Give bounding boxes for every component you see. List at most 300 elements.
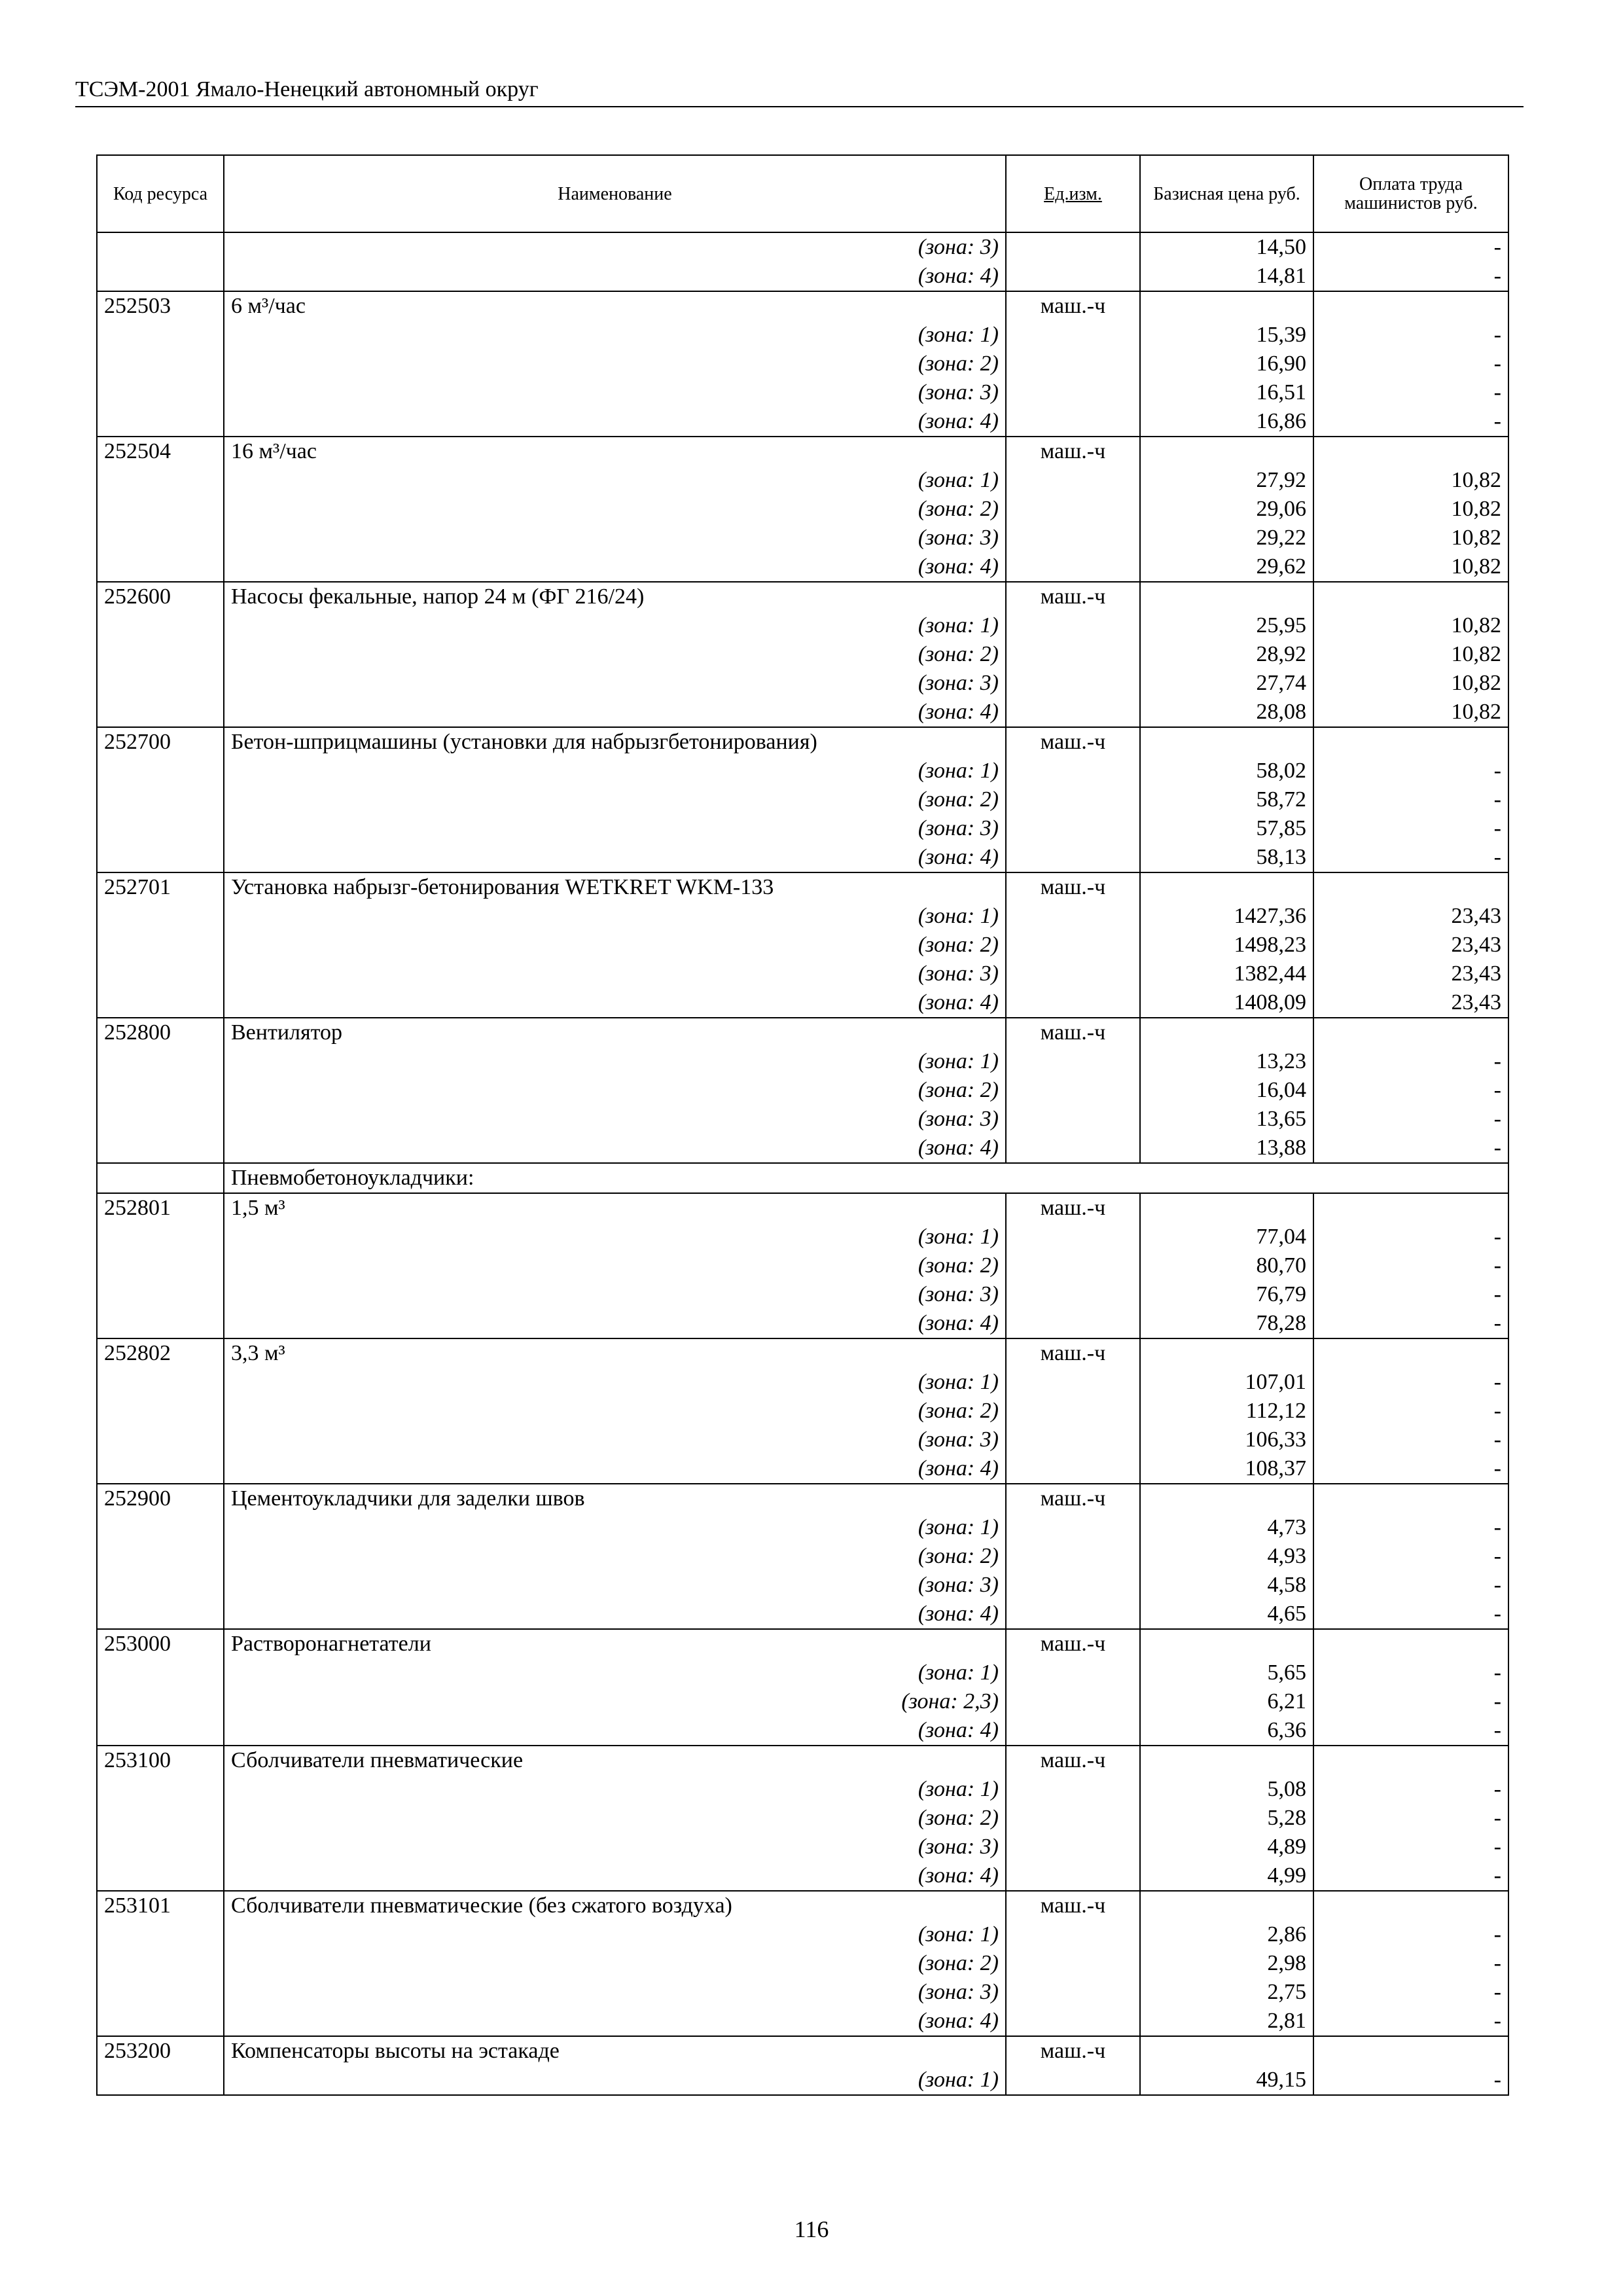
zone-row — [97, 1920, 1508, 1949]
resource-unit — [1006, 1397, 1140, 1426]
wage-cell: - — [1313, 1978, 1508, 2007]
wage-cell: - — [1313, 1920, 1508, 1949]
wage-cell: 23,43 — [1313, 988, 1508, 1018]
zone-label: (зона: 1) — [224, 1659, 1006, 1687]
price-cell: 27,74 — [1140, 669, 1313, 698]
price-cell — [1140, 291, 1313, 321]
price-cell: 58,72 — [1140, 785, 1313, 814]
wage-cell: - — [1313, 1397, 1508, 1426]
zone-label: (зона: 1) — [224, 1920, 1006, 1949]
zone-row — [97, 1804, 1508, 1833]
resource-unit — [1006, 1861, 1140, 1891]
wage-cell: - — [1313, 1223, 1508, 1251]
price-cell: 112,12 — [1140, 1397, 1313, 1426]
page-number: 116 — [794, 2216, 829, 2242]
zone-label: (зона: 3) — [224, 669, 1006, 698]
price-cell: 14,81 — [1140, 262, 1313, 291]
resource-unit — [1006, 1600, 1140, 1629]
zone-label: (зона: 4) — [224, 1861, 1006, 1891]
price-cell: 16,51 — [1140, 378, 1313, 407]
resource-unit: маш.-ч — [1006, 291, 1140, 321]
price-cell: 29,62 — [1140, 552, 1313, 582]
wage-cell — [1313, 1338, 1508, 1368]
wage-cell: - — [1313, 2007, 1508, 2036]
wage-cell: - — [1313, 1861, 1508, 1891]
price-cell: 107,01 — [1140, 1368, 1313, 1397]
zone-label: (зона: 3) — [224, 814, 1006, 843]
resource-code — [97, 1513, 224, 1542]
zone-label: (зона: 2) — [224, 640, 1006, 669]
zone-label: (зона: 4) — [224, 988, 1006, 1018]
resource-code — [97, 262, 224, 291]
resource-code — [97, 1804, 224, 1833]
wage-cell: 10,82 — [1313, 495, 1508, 524]
wage-cell: - — [1313, 1804, 1508, 1833]
resource-unit: маш.-ч — [1006, 1338, 1140, 1368]
zone-label: (зона: 2) — [224, 1949, 1006, 1978]
zone-label: (зона: 2) — [224, 1251, 1006, 1280]
resource-code — [97, 1571, 224, 1600]
resource-code — [97, 1163, 224, 1193]
zone-row — [97, 1047, 1508, 1076]
zone-label: (зона: 2) — [224, 1542, 1006, 1571]
resource-code — [97, 960, 224, 988]
zone-label: (зона: 1) — [224, 757, 1006, 785]
zone-row — [97, 1223, 1508, 1251]
resource-code — [97, 1716, 224, 1746]
table-body — [97, 232, 1508, 2095]
resource-code — [97, 378, 224, 407]
resource-name: Растворонагнетатели — [224, 1629, 1006, 1659]
resource-code: 253200 — [97, 2036, 224, 2066]
wage-cell: - — [1313, 1454, 1508, 1484]
price-cell: 1408,09 — [1140, 988, 1313, 1018]
zone-row — [97, 1280, 1508, 1309]
zone-row — [97, 1861, 1508, 1891]
resource-unit — [1006, 232, 1140, 262]
zone-row — [97, 1134, 1508, 1163]
resource-code — [97, 232, 224, 262]
resource-code — [97, 552, 224, 582]
price-cell: 76,79 — [1140, 1280, 1313, 1309]
resource-code — [97, 902, 224, 931]
resource-row — [97, 2036, 1508, 2066]
resource-name: Сболчиватели пневматические — [224, 1746, 1006, 1775]
zone-row — [97, 232, 1508, 262]
resource-unit — [1006, 1454, 1140, 1484]
zone-label: (зона: 1) — [224, 466, 1006, 495]
resource-unit: маш.-ч — [1006, 1891, 1140, 1920]
zone-label: (зона: 1) — [224, 1513, 1006, 1542]
zone-row — [97, 262, 1508, 291]
resource-name: Сболчиватели пневматические (без сжатого воздуха) — [224, 1891, 1006, 1920]
resource-code: 252800 — [97, 1018, 224, 1047]
zone-row — [97, 466, 1508, 495]
zone-label: (зона: 2) — [224, 1804, 1006, 1833]
zone-row — [97, 1775, 1508, 1804]
section-title: Пневмобетоноукладчики: — [224, 1163, 1508, 1193]
wage-cell: 23,43 — [1313, 931, 1508, 960]
zone-row — [97, 757, 1508, 785]
resource-code — [97, 1280, 224, 1309]
zone-row — [97, 1454, 1508, 1484]
wage-cell: 10,82 — [1313, 524, 1508, 552]
resource-code — [97, 640, 224, 669]
zone-label: (зона: 1) — [224, 1223, 1006, 1251]
wage-cell: - — [1313, 232, 1508, 262]
resource-unit — [1006, 1426, 1140, 1454]
price-cell: 106,33 — [1140, 1426, 1313, 1454]
zone-row — [97, 495, 1508, 524]
column-header-code: Код ресурса — [97, 155, 224, 232]
wage-cell: - — [1313, 407, 1508, 437]
resource-code: 252802 — [97, 1338, 224, 1368]
zone-label: (зона: 3) — [224, 232, 1006, 262]
resource-unit — [1006, 611, 1140, 640]
zone-label: (зона: 2) — [224, 931, 1006, 960]
header-rule — [75, 106, 1524, 107]
resource-code: 252600 — [97, 582, 224, 611]
price-cell: 108,37 — [1140, 1454, 1313, 1484]
resource-row — [97, 437, 1508, 466]
zone-row — [97, 1426, 1508, 1454]
zone-label: (зона: 1) — [224, 1775, 1006, 1804]
resource-code — [97, 814, 224, 843]
resource-unit — [1006, 1920, 1140, 1949]
resource-code — [97, 2007, 224, 2036]
resource-unit — [1006, 407, 1140, 437]
zone-label: (зона: 3) — [224, 1105, 1006, 1134]
resource-code — [97, 1775, 224, 1804]
price-cell — [1140, 1629, 1313, 1659]
resource-code — [97, 669, 224, 698]
price-cell: 4,89 — [1140, 1833, 1313, 1861]
zone-label: (зона: 3) — [224, 1833, 1006, 1861]
price-cell — [1140, 2036, 1313, 2066]
resource-code — [97, 1949, 224, 1978]
resource-unit — [1006, 1047, 1140, 1076]
resource-unit — [1006, 757, 1140, 785]
zone-row — [97, 321, 1508, 350]
resource-unit — [1006, 1571, 1140, 1600]
resource-unit: маш.-ч — [1006, 1746, 1140, 1775]
zone-row — [97, 350, 1508, 378]
wage-cell — [1313, 291, 1508, 321]
resource-code — [97, 1076, 224, 1105]
column-header-wage: Оплата труда машинистов руб. — [1313, 155, 1508, 232]
resource-code — [97, 407, 224, 437]
resource-code — [97, 1047, 224, 1076]
resource-row — [97, 1193, 1508, 1223]
wage-cell: - — [1313, 1105, 1508, 1134]
resource-code: 252504 — [97, 437, 224, 466]
column-header-name: Наименование — [224, 155, 1006, 232]
resource-code — [97, 843, 224, 872]
resource-unit: маш.-ч — [1006, 1484, 1140, 1513]
price-cell: 78,28 — [1140, 1309, 1313, 1338]
price-cell — [1140, 872, 1313, 902]
zone-label: (зона: 3) — [224, 1280, 1006, 1309]
zone-row — [97, 843, 1508, 872]
zone-row — [97, 1659, 1508, 1687]
resource-name: Установка набрызг-бетонирования WETKRET WKM-133 — [224, 872, 1006, 902]
resource-code — [97, 1368, 224, 1397]
resource-code — [97, 2066, 224, 2095]
price-cell — [1140, 1338, 1313, 1368]
resource-unit: маш.-ч — [1006, 582, 1140, 611]
resource-unit — [1006, 1949, 1140, 1978]
zone-label: (зона: 3) — [224, 524, 1006, 552]
wage-cell: - — [1313, 1076, 1508, 1105]
resource-code: 253100 — [97, 1746, 224, 1775]
wage-cell: 10,82 — [1313, 640, 1508, 669]
zone-row — [97, 2066, 1508, 2095]
resource-row — [97, 582, 1508, 611]
zone-label: (зона: 4) — [224, 1454, 1006, 1484]
wage-cell: - — [1313, 378, 1508, 407]
wage-cell — [1313, 727, 1508, 757]
zone-row — [97, 1251, 1508, 1280]
wage-cell: - — [1313, 1600, 1508, 1629]
wage-cell: - — [1313, 1687, 1508, 1716]
price-cell: 16,04 — [1140, 1076, 1313, 1105]
resource-code — [97, 1659, 224, 1687]
resource-unit — [1006, 2066, 1140, 2095]
resource-row — [97, 1484, 1508, 1513]
zone-row — [97, 552, 1508, 582]
price-cell: 2,75 — [1140, 1978, 1313, 2007]
resource-name: Компенсаторы высоты на эстакаде — [224, 2036, 1006, 2066]
resource-row — [97, 1629, 1508, 1659]
resource-unit — [1006, 1280, 1140, 1309]
resource-unit — [1006, 843, 1140, 872]
zone-row — [97, 1978, 1508, 2007]
wage-cell — [1313, 437, 1508, 466]
wage-cell: - — [1313, 262, 1508, 291]
resource-code — [97, 350, 224, 378]
zone-row — [97, 698, 1508, 727]
section-row — [97, 1163, 1508, 1193]
price-cell — [1140, 582, 1313, 611]
price-cell: 4,93 — [1140, 1542, 1313, 1571]
price-cell: 77,04 — [1140, 1223, 1313, 1251]
resource-code — [97, 1397, 224, 1426]
resource-unit — [1006, 902, 1140, 931]
wage-cell: - — [1313, 1309, 1508, 1338]
resource-code — [97, 1251, 224, 1280]
price-cell: 5,08 — [1140, 1775, 1313, 1804]
zone-row — [97, 2007, 1508, 2036]
resource-unit: маш.-ч — [1006, 2036, 1140, 2066]
zone-label: (зона: 1) — [224, 2066, 1006, 2095]
wage-cell — [1313, 1891, 1508, 1920]
wage-cell — [1313, 1629, 1508, 1659]
zone-row — [97, 1513, 1508, 1542]
resource-unit: маш.-ч — [1006, 727, 1140, 757]
resource-unit — [1006, 321, 1140, 350]
zone-label: (зона: 3) — [224, 1978, 1006, 2007]
resource-unit — [1006, 698, 1140, 727]
resource-code: 253000 — [97, 1629, 224, 1659]
resource-row — [97, 1018, 1508, 1047]
resource-code — [97, 785, 224, 814]
resource-unit — [1006, 1978, 1140, 2007]
zone-row — [97, 1105, 1508, 1134]
resource-unit: маш.-ч — [1006, 1018, 1140, 1047]
zone-row — [97, 814, 1508, 843]
resource-code — [97, 1833, 224, 1861]
resource-name: 1,5 м³ — [224, 1193, 1006, 1223]
zone-label: (зона: 3) — [224, 378, 1006, 407]
resource-unit — [1006, 669, 1140, 698]
zone-row — [97, 1309, 1508, 1338]
zone-label: (зона: 4) — [224, 1716, 1006, 1746]
resource-code — [97, 1426, 224, 1454]
resource-unit — [1006, 1134, 1140, 1163]
wage-cell: 23,43 — [1313, 902, 1508, 931]
zone-row — [97, 378, 1508, 407]
resource-unit — [1006, 262, 1140, 291]
price-cell: 29,06 — [1140, 495, 1313, 524]
wage-cell: 10,82 — [1313, 611, 1508, 640]
price-cell: 14,50 — [1140, 232, 1313, 262]
resource-code — [97, 495, 224, 524]
zone-label: (зона: 2) — [224, 495, 1006, 524]
resource-unit — [1006, 552, 1140, 582]
zone-row — [97, 785, 1508, 814]
wage-cell — [1313, 1484, 1508, 1513]
price-cell: 49,15 — [1140, 2066, 1313, 2095]
zone-label: (зона: 4) — [224, 552, 1006, 582]
resource-unit — [1006, 1833, 1140, 1861]
resource-code — [97, 466, 224, 495]
wage-cell: - — [1313, 1571, 1508, 1600]
wage-cell: - — [1313, 1833, 1508, 1861]
zone-label: (зона: 4) — [224, 843, 1006, 872]
zone-label: (зона: 2) — [224, 1397, 1006, 1426]
zone-row — [97, 1368, 1508, 1397]
wage-cell: - — [1313, 1949, 1508, 1978]
resource-unit — [1006, 1716, 1140, 1746]
resource-unit — [1006, 378, 1140, 407]
wage-cell: 10,82 — [1313, 466, 1508, 495]
price-cell: 28,92 — [1140, 640, 1313, 669]
resource-code — [97, 757, 224, 785]
price-cell — [1140, 727, 1313, 757]
wage-cell: 10,82 — [1313, 552, 1508, 582]
wage-cell: - — [1313, 1775, 1508, 1804]
wage-cell: - — [1313, 1280, 1508, 1309]
resource-row — [97, 1891, 1508, 1920]
resource-name: Цементоукладчики для заделки швов — [224, 1484, 1006, 1513]
zone-row — [97, 1397, 1508, 1426]
zone-row — [97, 1600, 1508, 1629]
zone-label: (зона: 3) — [224, 1426, 1006, 1454]
price-cell: 25,95 — [1140, 611, 1313, 640]
price-cell: 13,88 — [1140, 1134, 1313, 1163]
zone-row — [97, 1542, 1508, 1571]
price-cell: 5,28 — [1140, 1804, 1313, 1833]
zone-label: (зона: 2) — [224, 350, 1006, 378]
price-cell: 16,90 — [1140, 350, 1313, 378]
resource-unit — [1006, 1223, 1140, 1251]
price-cell: 1498,23 — [1140, 931, 1313, 960]
resource-code — [97, 1454, 224, 1484]
zone-row — [97, 669, 1508, 698]
resource-code — [97, 698, 224, 727]
wage-cell: - — [1313, 1513, 1508, 1542]
wage-cell: - — [1313, 785, 1508, 814]
zone-row — [97, 1949, 1508, 1978]
wage-cell: 10,82 — [1313, 698, 1508, 727]
resource-row — [97, 872, 1508, 902]
resource-code — [97, 611, 224, 640]
column-header-unit — [1006, 155, 1140, 232]
resource-row — [97, 727, 1508, 757]
resource-code: 252701 — [97, 872, 224, 902]
zone-label: (зона: 1) — [224, 1047, 1006, 1076]
price-cell — [1140, 1891, 1313, 1920]
resource-unit — [1006, 785, 1140, 814]
resource-unit: маш.-ч — [1006, 437, 1140, 466]
resource-unit — [1006, 1687, 1140, 1716]
zone-label: (зона: 4) — [224, 407, 1006, 437]
resource-unit: маш.-ч — [1006, 1629, 1140, 1659]
price-cell: 4,99 — [1140, 1861, 1313, 1891]
resource-name: Насосы фекальные, напор 24 м (ФГ 216/24) — [224, 582, 1006, 611]
resource-row — [97, 1746, 1508, 1775]
price-cell: 16,86 — [1140, 407, 1313, 437]
resource-unit — [1006, 1105, 1140, 1134]
zone-label: (зона: 2) — [224, 1076, 1006, 1105]
zone-label: (зона: 2,3) — [224, 1687, 1006, 1716]
resource-code — [97, 1978, 224, 2007]
resource-unit — [1006, 814, 1140, 843]
zone-label: (зона: 4) — [224, 1309, 1006, 1338]
price-cell: 2,81 — [1140, 2007, 1313, 2036]
price-cell — [1140, 1746, 1313, 1775]
price-cell: 58,13 — [1140, 843, 1313, 872]
resource-code — [97, 1861, 224, 1891]
resource-code — [97, 1600, 224, 1629]
resource-unit — [1006, 931, 1140, 960]
price-cell: 13,65 — [1140, 1105, 1313, 1134]
page-header-title: ТСЭМ-2001 Ямало-Ненецкий автономный округ — [75, 77, 539, 101]
resource-row — [97, 1338, 1508, 1368]
resource-code: 252801 — [97, 1193, 224, 1223]
wage-cell: - — [1313, 1542, 1508, 1571]
zone-row — [97, 931, 1508, 960]
resource-code: 252503 — [97, 291, 224, 321]
table-header — [97, 155, 1508, 232]
resource-unit — [1006, 495, 1140, 524]
price-cell — [1140, 1484, 1313, 1513]
zone-row — [97, 1076, 1508, 1105]
zone-row — [97, 1687, 1508, 1716]
resource-unit — [1006, 988, 1140, 1018]
resource-unit — [1006, 524, 1140, 552]
wage-cell: - — [1313, 1716, 1508, 1746]
price-cell: 4,73 — [1140, 1513, 1313, 1542]
zone-row — [97, 1716, 1508, 1746]
wage-cell: - — [1313, 1134, 1508, 1163]
wage-cell — [1313, 872, 1508, 902]
zone-label: (зона: 1) — [224, 902, 1006, 931]
resource-name: 16 м³/час — [224, 437, 1006, 466]
resource-unit: маш.-ч — [1006, 1193, 1140, 1223]
price-cell: 1382,44 — [1140, 960, 1313, 988]
price-cell: 1427,36 — [1140, 902, 1313, 931]
